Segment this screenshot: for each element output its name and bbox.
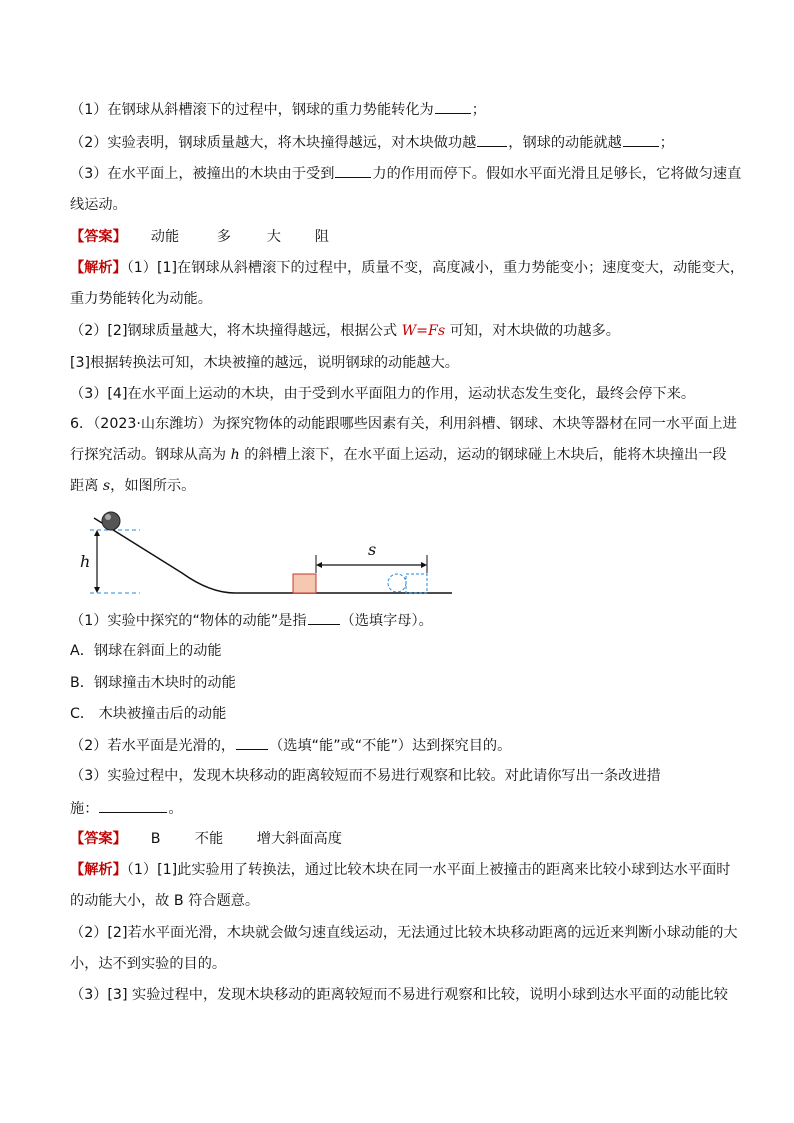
steel-ball-highlight [105,514,111,520]
q5-sub3-line2: 线运动。 [70,197,127,213]
q5-sub2-text-mid: ，钢球的动能就越 [508,135,622,151]
q6-sub3-line2 [70,798,183,819]
q5-analysis-1 [70,258,744,278]
height-arrow-down-head [94,587,100,593]
q6-sub1-blank[interactable] [308,610,340,625]
q5-analysis-tag: 【解析】 [70,260,127,276]
label-s: s [368,540,377,559]
q5-sub3 [70,163,741,184]
q6-sub1-end: （选填字母）。 [340,613,433,629]
q5-analysis-2a: （2）[2]钢球质量越大，将木块撞得越远，根据公式 [70,323,402,339]
q6-sub2 [70,735,511,756]
q6-sub3-text: 施： [70,801,99,817]
q6-answer-line [70,829,342,849]
q5-answer-2: 多 [216,229,231,245]
steel-ball [102,512,120,530]
distance-arrow-right-head [421,562,427,568]
q5-analysis-2 [70,321,620,341]
distance-arrow-left-head [316,562,322,568]
q6-option-b: B．钢球撞击木块时的动能 [70,675,236,691]
q6-analysis-tag: 【解析】 [70,862,127,878]
q6-analysis-3: （3）[3] 实验过程中，发现木块移动的距离较短而不易进行观察和比较，说明小球到达水平面的动能比较 [70,987,728,1003]
q6-sub3-end: 。 [168,801,183,817]
q6-analysis-1a: （1）[1]此实验用了转换法，通过比较木块在同一水平面上被撞击的距离来比较小球到达水平面时 [126,862,731,878]
experiment-figure [70,505,460,597]
q5-sub3-blank[interactable] [335,163,371,178]
q5-sub2-blank2[interactable] [623,132,659,147]
q5-sub3-text-rest: 力的作用而停下。假如水平面光滑且足够长，它将做匀速直 [372,166,742,182]
q5-answer-tag: 【答案】 [70,229,127,245]
q6-sub3: （3）实验过程中，发现木块移动的距离较短而不易进行观察和比较。对此请你写出一条改进措 [70,768,661,784]
q6-stem-2 [70,445,727,465]
q5-analysis-3: [3]根据转换法可知，木块被撞的越远，说明钢球的动能越大。 [70,355,459,371]
q6-stem-2b: 的斜槽上滚下，在水平面上运动，运动的钢球碰上木块后，能将木块撞出一段 [239,447,727,463]
q6-option-a: A．钢球在斜面上的动能 [70,643,222,659]
q6-answer-2: 不能 [194,831,224,847]
q5-sub1-end: ； [471,102,486,118]
q6-stem-3a: 距离 [70,478,103,494]
q6-analysis-1b: 的动能大小，故 B 符合题意。 [70,893,260,909]
q6-sub2-text: （2）若水平面是光滑的， [70,738,236,754]
q5-sub2-text: （2）实验表明，钢球质量越大，将木块撞得越远，对木块做功越 [70,135,477,151]
ball-final-position-dashed [388,574,406,592]
height-arrow-up-head [94,530,100,536]
q5-formula: W=Fs [401,323,446,339]
q5-sub2-end: ； [659,135,674,151]
q6-sub1 [70,610,433,631]
q5-sub2-blank1[interactable] [477,132,507,147]
q6-stem-1: 6．（2023·山东潍坊）为探究物体的动能跟哪些因素有关，利用斜槽、钢球、木块等器材在同一水平面上进 [70,416,737,432]
q6-option-c: C． 木块被撞击后的动能 [70,706,227,722]
q5-analysis-1a: （1）[1]在钢球从斜槽滚下的过程中，质量不变，高度减小，重力势能变小；速度变大，动能变大， [126,260,744,276]
q6-stem-3 [70,476,195,496]
q6-stem-2a: 行探究活动。钢球从高为 [70,447,231,463]
q5-sub1 [70,99,486,120]
q5-sub2 [70,132,674,153]
q5-answer-1: 动能 [150,229,180,245]
label-h: h [80,552,91,571]
q5-answer-line [70,227,329,247]
q5-sub3-text: （3）在水平面上，被撞出的木块由于受到 [70,166,335,182]
q5-analysis-2b: 可知，对木块做的功越多。 [445,323,620,339]
q6-var-h: h [230,447,240,463]
q5-answer-4: 阻 [314,229,329,245]
q5-sub1-text: （1）在钢球从斜槽滚下的过程中，钢球的重力势能转化为 [70,102,434,118]
q6-var-s: s [102,478,111,494]
wood-block [293,574,316,593]
q5-analysis-4: （3）[4]在水平面上运动的木块，由于受到水平面阻力的作用，运动状态发生变化，最终会停下来。 [70,386,696,402]
q6-answer-tag: 【答案】 [70,831,127,847]
q6-analysis-1 [70,860,730,880]
q5-analysis-1b: 重力势能转化为动能。 [70,291,212,307]
q6-sub1-text: （1）实验中探究的“物体的动能”是指 [70,613,307,629]
q6-stem-3b: ，如图所示。 [110,478,196,494]
q6-answer-3: 增大斜面高度 [256,831,342,847]
q5-sub1-blank[interactable] [435,99,471,114]
q6-sub3-blank[interactable] [99,798,167,813]
incline-track [94,518,452,593]
q6-answer-1: B [150,831,161,847]
q6-sub2-blank[interactable] [236,735,268,750]
q6-analysis-2a: （2）[2]若水平面光滑，木块就会做匀速直线运动，无法通过比较木块移动距离的远近来判断小球动能的大 [70,925,738,941]
q6-sub2-end: （选填“能”或“不能”）达到探究目的。 [269,738,512,754]
q5-answer-3: 大 [266,229,281,245]
block-final-position-dashed [406,574,427,593]
q6-analysis-2b: 小，达不到实验的目的。 [70,956,227,972]
